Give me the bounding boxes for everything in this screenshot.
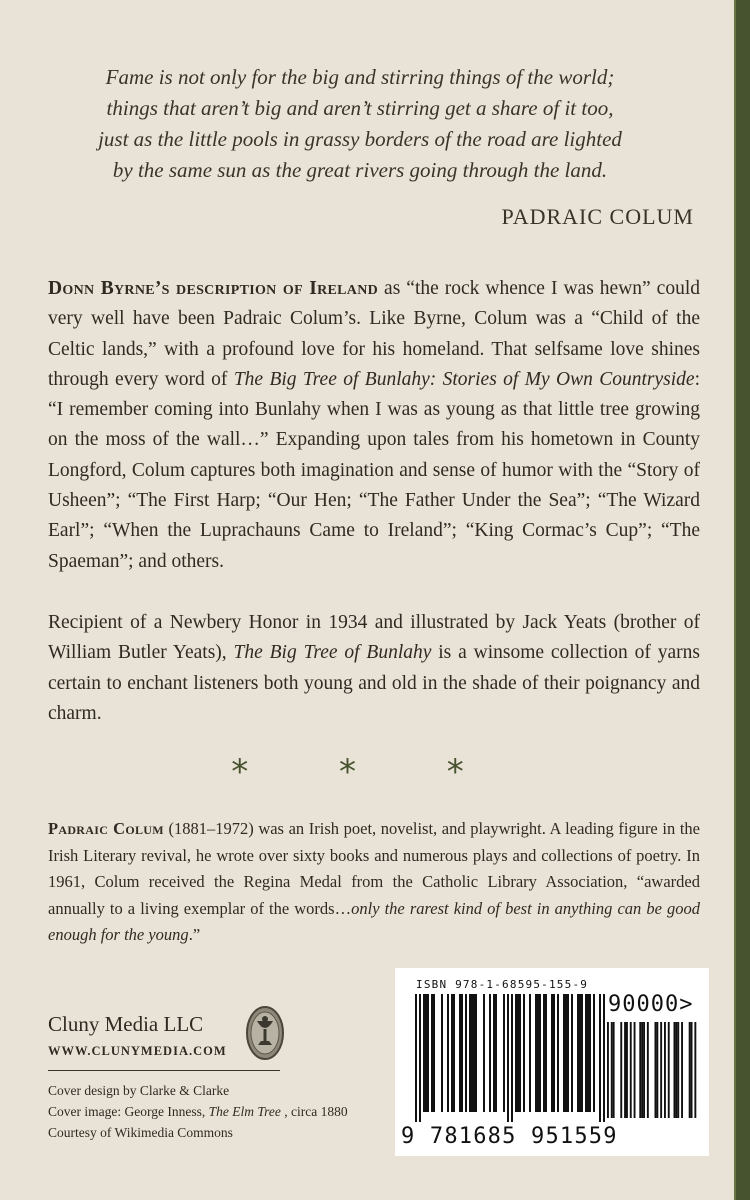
cover-credits	[48, 1080, 348, 1143]
publisher-url: WWW.CLUNYMEDIA.COM	[48, 1044, 227, 1058]
barcode-bar	[503, 994, 505, 1112]
barcode-bar	[660, 1022, 662, 1118]
barcode-bar	[471, 994, 473, 1112]
epigraph-line: things that aren’t big and aren’t stirring get a share of it too,	[106, 96, 614, 120]
barcode-bar	[694, 1022, 696, 1118]
barcode-bar	[681, 1022, 683, 1118]
barcode-bar	[489, 994, 491, 1112]
barcode-bar	[639, 1022, 641, 1118]
barcode-bar	[593, 994, 595, 1112]
barcode-bar	[624, 1022, 626, 1118]
publisher-chalice-logo-icon	[245, 1005, 285, 1061]
addon-barcode	[607, 1022, 699, 1124]
barcode-bar	[419, 994, 421, 1122]
barcode-bar	[433, 994, 435, 1112]
barcode-bar	[613, 1022, 615, 1118]
barcode-bar	[475, 994, 477, 1112]
section-divider-stars: * * *	[231, 752, 504, 792]
barcode-bar	[543, 994, 545, 1112]
barcode-bar	[567, 994, 569, 1112]
barcode-bar	[523, 994, 525, 1112]
barcode-bar	[630, 1022, 632, 1118]
barcode-bar	[599, 994, 601, 1122]
book-title: The Big Tree of Bunlahy	[233, 642, 432, 664]
barcode-bar	[515, 994, 517, 1112]
barcode-bar	[603, 994, 605, 1122]
barcode-bar	[431, 994, 433, 1112]
barcode-bar	[626, 1022, 628, 1118]
barcode-digits: 9 781685 951559	[401, 1124, 618, 1149]
barcode-bar	[495, 994, 497, 1112]
barcode-bar	[589, 994, 591, 1112]
credits-divider	[48, 1070, 280, 1071]
cover-image-credit: Cover image: George Inness, The Elm Tree , circa 1880	[48, 1104, 348, 1119]
barcode-bar	[557, 994, 559, 1112]
barcode-bar	[634, 1022, 636, 1118]
barcode-bar	[425, 994, 427, 1112]
epigraph-line: by the same sun as the great rivers going through the land.	[112, 158, 608, 182]
paragraph-text: is a winsome collection of yarns certain to enchant listeners both young and old in the shade of their poignancy and charm.	[48, 642, 700, 724]
barcode-bar	[537, 994, 539, 1112]
epigraph-quote	[50, 62, 670, 186]
bio-text: .”	[188, 925, 201, 944]
book-title: The Big Tree of Bunlahy: Stories of My Own Countryside	[233, 368, 695, 390]
barcode-bar	[563, 994, 565, 1112]
barcode-bar	[465, 994, 467, 1112]
barcode-bar	[607, 1022, 609, 1118]
epigraph-author: PADRAIC COLUM	[501, 204, 694, 229]
barcode-bar	[647, 1022, 649, 1118]
barcode-bar	[675, 1022, 677, 1118]
cover-design-credit: Cover design by Clarke & Clarke	[48, 1083, 230, 1098]
description-paragraph-1	[48, 274, 700, 577]
barcode-bar	[620, 1022, 622, 1118]
barcode-bar	[517, 994, 519, 1112]
barcode-bar	[577, 994, 579, 1112]
barcode-bar	[553, 994, 555, 1112]
barcode-bar	[611, 1022, 613, 1118]
barcode-bar	[507, 994, 509, 1122]
barcode-bar	[441, 994, 443, 1112]
barcode-bar	[551, 994, 553, 1112]
barcode-bar	[423, 994, 425, 1112]
barcode-bar	[579, 994, 581, 1112]
barcode-bar	[643, 1022, 645, 1118]
bio-text: (1881–1972) was an Irish poet, novelist, and playwright. A leading figure in the Irish Literary revival, he wrote over sixty books and numerous plays and collections of poetry. In 1961, Colum received the Regina Medal from the Catholic Library Association, “awarded annually to a living exemplar of the words…	[48, 819, 700, 918]
bio-quote: only the rarest kind of best in anything can be good enough for the young	[48, 898, 701, 944]
barcode-bar	[664, 1022, 666, 1118]
barcode-bar	[535, 994, 537, 1112]
publisher-name: Cluny Media LLC	[48, 1012, 204, 1036]
barcode-bar	[427, 994, 429, 1112]
lead-in-phrase: Donn Byrne’s description of Ireland	[48, 278, 379, 299]
barcode-bar	[493, 994, 495, 1112]
barcode-bar	[529, 994, 531, 1112]
barcode-bar	[545, 994, 547, 1112]
barcode-bar	[483, 994, 485, 1112]
barcode-bar	[655, 1022, 657, 1118]
courtesy-credit: Courtesy of Wikimedia Commons	[48, 1125, 233, 1140]
barcode-bar	[565, 994, 567, 1112]
barcode-bar	[459, 994, 461, 1112]
ean13-barcode	[415, 994, 605, 1124]
author-bio	[48, 816, 700, 949]
barcode-bar	[581, 994, 583, 1112]
barcode-bar	[451, 994, 453, 1112]
barcode-bar	[677, 1022, 679, 1118]
spine-edge	[734, 0, 750, 1200]
barcode-bar	[539, 994, 541, 1112]
epigraph-line: just as the little pools in grassy borders of the road are lighted	[98, 127, 622, 151]
paragraph-text: : “I remember coming into Bunlahy when I was as young as that little tree growing on the moss of the wall…” Expanding upon tales from his hometown in County Longford, Colum captures both imagination and sense of humor with the “Story of Usheen”; “The First Harp; “Our Hen; “The Father Under the Sea”; “The Wizard Earl”; “When the Luprachauns Came to Ireland”; “King Cormac’s Cup”; “The Spaeman”; and others.	[48, 368, 700, 572]
barcode-bar	[689, 1022, 691, 1118]
isbn-label: ISBN 978-1-68595-155-9	[416, 978, 589, 991]
barcode-bar	[691, 1022, 693, 1118]
barcode-bar	[461, 994, 463, 1112]
barcode-bar	[415, 994, 417, 1122]
barcode-bar	[587, 994, 589, 1112]
barcode-bar	[585, 994, 587, 1112]
price-code: 90000>	[608, 992, 694, 1017]
barcode-bar	[656, 1022, 658, 1118]
paragraph-text: Recipient of a Newbery Honor in 1934 and illustrated by Jack Yeats (brother of William Butler Yeats),	[48, 612, 700, 664]
isbn-barcode	[395, 968, 709, 1156]
paragraph-text: as “the rock whence I was hewn” could very well have been Padraic Colum’s. Like Byrne, Colum was a “Child of the Celtic lands,” with a profound love for his homeland. That selfsame love shines through every word of	[48, 278, 700, 390]
description-paragraph-2	[48, 608, 700, 729]
barcode-bar	[453, 994, 455, 1112]
barcode-bar	[469, 994, 471, 1112]
barcode-bar	[571, 994, 573, 1112]
barcode-bar	[674, 1022, 676, 1118]
barcode-bar	[473, 994, 475, 1112]
epigraph-line: Fame is not only for the big and stirring things of the world;	[105, 65, 615, 89]
bio-author-name: Padraic Colum	[48, 819, 164, 838]
barcode-bar	[447, 994, 449, 1112]
barcode-bar	[668, 1022, 670, 1118]
barcode-bar	[641, 1022, 643, 1118]
barcode-bar	[511, 994, 513, 1122]
barcode-bar	[519, 994, 521, 1112]
